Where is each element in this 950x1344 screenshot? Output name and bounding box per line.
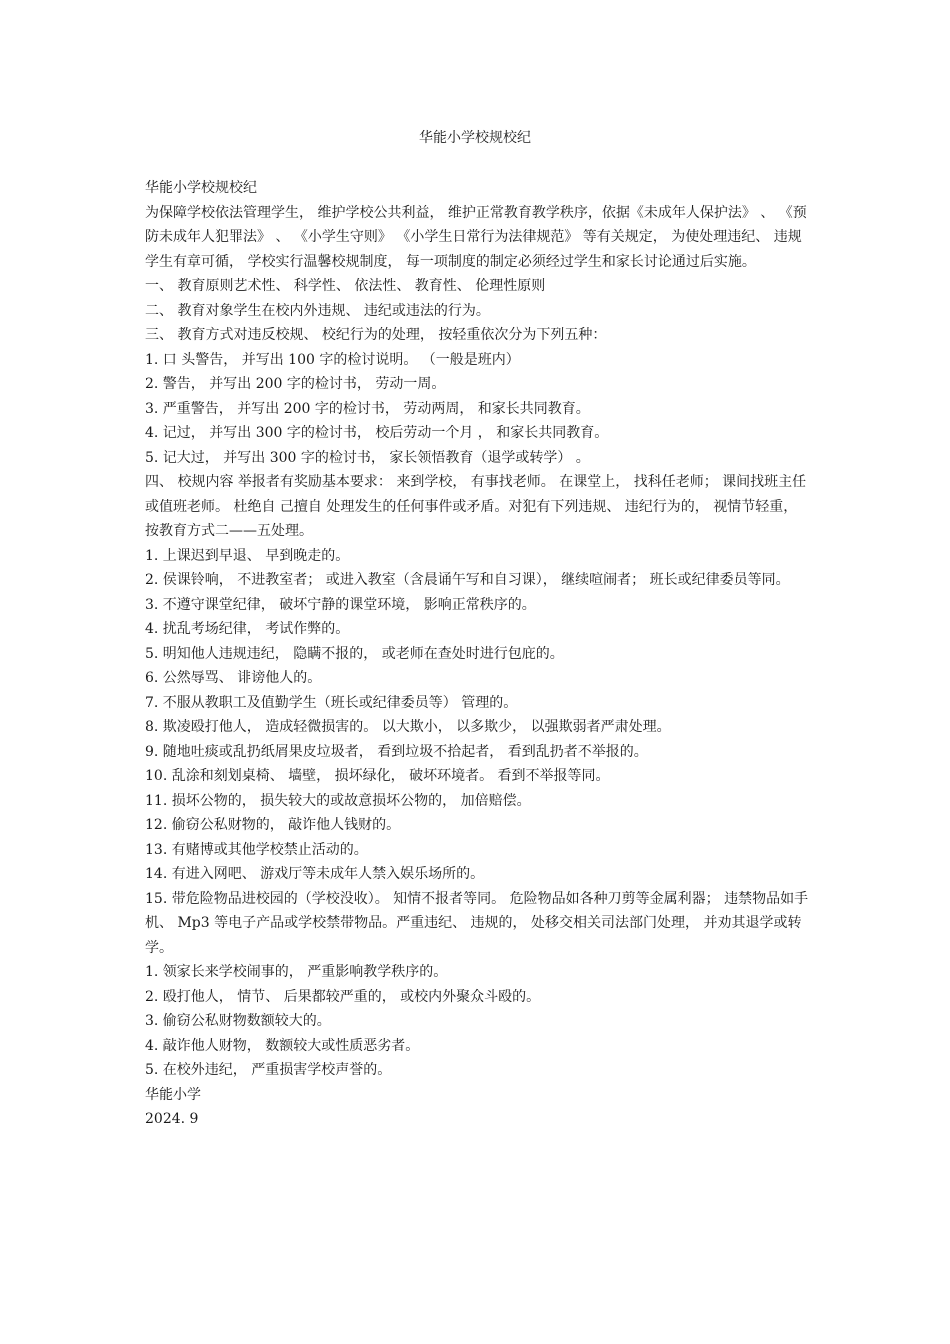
list-item: 3. 严重警告， 并写出 200 字的检讨书， 劳动两周， 和家长共同教育。 [145, 400, 590, 417]
list-item: 2. 警告， 并写出 200 字的检讨书， 劳动一周。 [145, 376, 446, 392]
intro-paragraph: 为保障学校依法管理学生， 维护学校公共利益， 维护正常教育教学秩序，依据《未成年人保护法》 、 《预防未成年人犯罪法》 、 《小学生守则》 《小学生日常行为法律规范》 等有关规定， 为使处理违纪、 违规学生有章可循， 学校实行温馨校规制度， 每一项制度的制定必须经过学生和家长讨论通过后实施。 [145, 204, 807, 270]
list-item: 11. 损坏公物的， 损失较大的或故意损坏公物的， 加倍赔偿。 [145, 792, 531, 809]
list-item: 5. 记大过， 并写出 300 字的检讨书， 家长领悟教育（退学或转学） 。 [145, 449, 590, 466]
list-item: 9. 随地吐痰或乱扔纸屑果皮垃圾者， 看到垃圾不拾起者， 看到乱扔者不举报的。 [145, 743, 648, 760]
signature-line: 华能小学 [145, 1086, 201, 1103]
list-item: 1. 口 头警告， 并写出 100 字的检讨说明。 （一般是班内） [145, 351, 520, 368]
list-item: 14. 有进入网吧、 游戏厅等未成年人禁入娱乐场所的。 [145, 866, 485, 882]
list-item: 7. 不服从教职工及值勤学生（班长或纪律委员等） 管理的。 [145, 694, 518, 711]
document-title: 华能小学校规校纪 [419, 130, 531, 146]
signature-line: 2024. 9 [145, 1111, 199, 1127]
list-item: 2. 殴打他人， 情节、 后果都较严重的， 或校内外聚众斗殴的。 [145, 988, 541, 1005]
list-item: 6. 公然辱骂、 诽谤他人的。 [145, 670, 322, 686]
list-item: 13. 有赌博或其他学校禁止活动的。 [145, 841, 368, 858]
list-item: 5. 在校外违纪， 严重损害学校声誉的。 [145, 1062, 392, 1078]
list-item: 1. 领家长来学校闹事的， 严重影响教学秩序的。 [145, 964, 448, 980]
document-body [145, 176, 809, 1132]
list-item: 5. 明知他人违规违纪， 隐瞒不报的， 或老师在查处时进行包庇的。 [145, 645, 564, 662]
list-item: 3. 偷窃公私财物数额较大的。 [145, 1013, 331, 1029]
list-item: 三、 教育方式对违反校规、 校纪行为的处理， 按轻重依次分为下列五种： [145, 327, 607, 343]
list-item: 2. 侯课铃响， 不进教室者； 或进入教室（含晨诵午写和自习课）， 继续喧闹者； 班长或纪律委员等同。 [145, 572, 790, 588]
list-item: 4. 记过， 并写出 300 字的检讨书， 校后劳动一个月 ， 和家长共同教育。 [145, 425, 609, 441]
list-item: 15. 带危险物品进校园的（学校没收）。 知情不报者等同。 危险物品如各种刀剪等金属利器； 违禁物品如手机、 Mp3 等电子产品或学校禁带物品。严重违纪、 违规的， 处移交相关司法部门处理， 并劝其退学或转学。 [145, 890, 809, 956]
list-item: 8. 欺凌殴打他人， 造成轻微损害的。 以大欺小， 以多欺少， 以强欺弱者严肃处理。 [145, 719, 671, 735]
body-heading: 华能小学校规校纪 [145, 180, 257, 196]
list-item: 二、 教育对象学生在校内外违规、 违纪或违法的行为。 [145, 302, 490, 319]
list-item: 1. 上课迟到早退、 早到晚走的。 [145, 547, 350, 564]
list-item: 四、 校规内容 举报者有奖励基本要求： 来到学校， 有事找老师。 在课堂上， 找科任老师； 课间找班主任或值班老师。 杜绝自 己擅自 处理发生的任何事件或矛盾。对犯有下列违规、 违纪行为的， 视情节轻重， 按教育方式二——五处理。 [145, 474, 807, 539]
list-item: 3. 不遵守课堂纪律， 破坏宁静的课堂环境， 影响正常秩序的。 [145, 596, 536, 613]
list-item: 12. 偷窃公私财物的， 敲诈他人钱财的。 [145, 817, 401, 833]
list-item: 4. 扰乱考场纪律， 考试作弊的。 [145, 621, 350, 637]
list-item: 4. 敲诈他人财物， 数额较大或性质恶劣者。 [145, 1037, 420, 1054]
list-item: 一、 教育原则艺术性、 科学性、 依法性、 教育性、 伦理性原则 [145, 278, 546, 294]
list-item: 10. 乱涂和刻划桌椅、 墙壁， 损坏绿化， 破坏环境者。 看到不举报等同。 [145, 768, 610, 784]
